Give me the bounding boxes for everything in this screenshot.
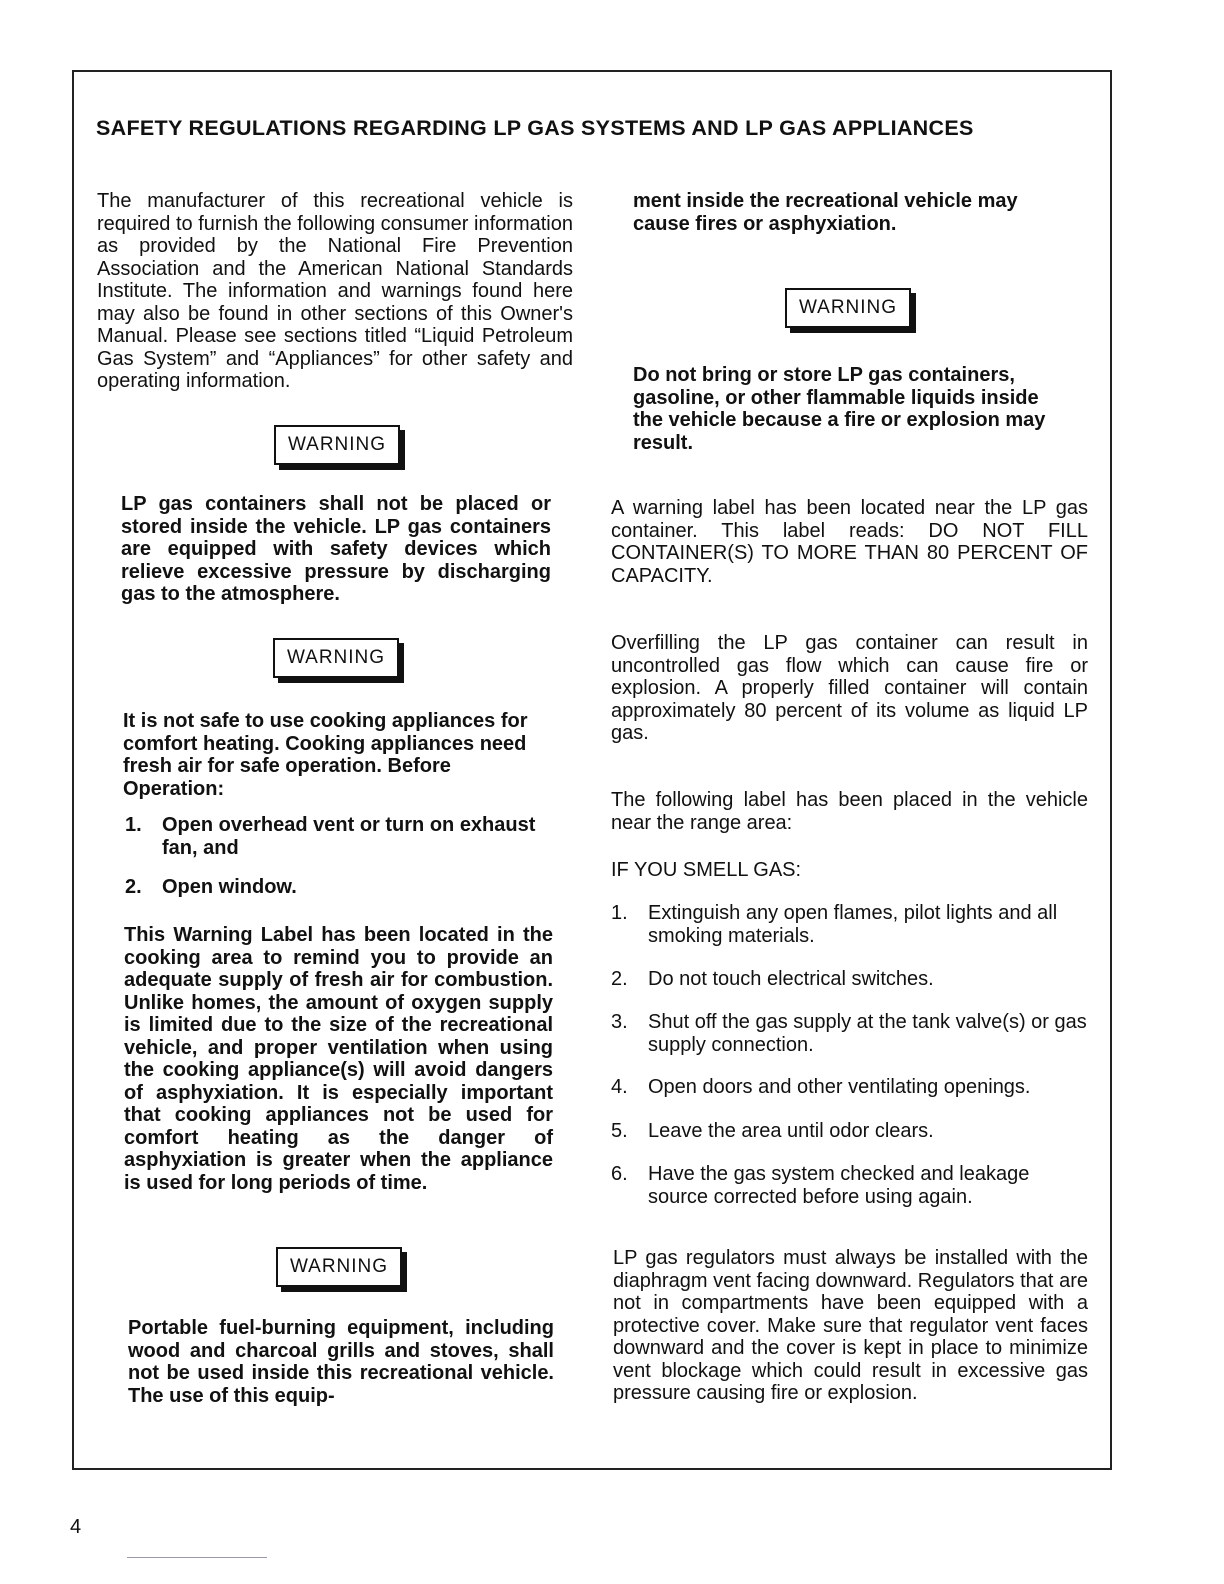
warning-label-explanation: This Warning Label has been located in the cooking area to remind you to provide an adequate supply of fresh air for combustion. Unlike homes, the amount of oxygen supply is limited due to the size of the recreational vehicle, and proper ventilation when using the cooking appliance(s) will avoid dangers of asphyxiation. It is especially important that cooking appliances not be used for comfort heating as the danger of asphyxiation is greater when the appliance is used for long periods of time.	[124, 924, 553, 1194]
smell-gas-heading: IF YOU SMELL GAS:	[611, 859, 802, 881]
smell-gas-step	[611, 1163, 1088, 1208]
smell-gas-step	[611, 1120, 1088, 1143]
warning-badge-3: WARNING	[276, 1247, 402, 1287]
step-number: 2.	[611, 968, 628, 990]
step-number: 1.	[125, 814, 142, 836]
step-number: 3.	[611, 1011, 628, 1033]
container-label-paragraph: A warning label has been located near the LP gas container. This label reads: DO NOT FILL CONTAINER(S) TO MORE THAN 80 PERCENT OF CAPACITY.	[611, 497, 1088, 587]
warning-badge-1: WARNING	[274, 425, 400, 465]
range-label-paragraph: The following label has been placed in the vehicle near the range area:	[611, 789, 1088, 834]
step-text: Open overhead vent or turn on exhaust fan, and	[162, 814, 536, 859]
step-number: 1.	[611, 902, 628, 924]
warning-text-flammables: Do not bring or store LP gas containers, gasoline, or other flammable liquids inside the vehicle because a fire or explosion may result.	[633, 364, 1046, 454]
warning-badge-4: WARNING	[785, 288, 911, 328]
step-number: 4.	[611, 1076, 628, 1098]
warning-text-containers: LP gas containers shall not be placed or stored inside the vehicle. LP gas containers are equipped with safety devices which relieve excessive pressure by discharging gas to the atmosphere.	[121, 493, 551, 605]
step-number: 5.	[611, 1120, 628, 1142]
step-number: 2.	[125, 876, 142, 898]
step-number: 6.	[611, 1163, 628, 1185]
regulators-paragraph: LP gas regulators must always be installed with the diaphragm vent facing downward. Regulators that are not in compartments have been equipped with a protective cover. Make sure that regulator vent faces downward and the cover is kept in place to minimize vent blockage which could result in excessive gas pressure causing fire or explosion.	[613, 1247, 1088, 1404]
warning-text-cooking: It is not safe to use cooking appliances for comfort heating. Cooking appliances need fresh air for safe operation. Before Operation:	[123, 710, 528, 800]
step-text: Leave the area until odor clears.	[648, 1120, 934, 1142]
step-text: Extinguish any open flames, pilot lights and all smoking materials.	[648, 902, 1058, 947]
smell-gas-step	[611, 1011, 1088, 1056]
warning-continuation: ment inside the recreational vehicle may cause fires or asphyxiation.	[633, 190, 1018, 235]
scan-artifact-line	[127, 1557, 267, 1558]
step-text: Open doors and other ventilating openings.	[648, 1076, 1031, 1098]
warning-text-portable-fuel: Portable fuel-burning equipment, including wood and charcoal grills and stoves, shall not be used inside this recreational vehicle. The use of this equip-	[128, 1317, 554, 1407]
page-title: SAFETY REGULATIONS REGARDING LP GAS SYSTEMS AND LP GAS APPLIANCES	[96, 116, 974, 140]
smell-gas-step	[611, 1076, 1088, 1099]
overfilling-paragraph: Overfilling the LP gas container can result in uncontrolled gas flow which can cause fire or explosion. A properly filled container will contain approximately 80 percent of its volume as liquid LP gas.	[611, 632, 1088, 744]
step-text: Open window.	[162, 876, 297, 898]
intro-paragraph: The manufacturer of this recreational vehicle is required to furnish the following consumer information as provided by the National Fire Prevention Association and the American National Standards Institute. The information and warnings found here may also be found in other sections of this Owner's Manual. Please see sections titled “Liquid Petroleum Gas System” and “Appliances” for other safety and operating information.	[97, 190, 573, 392]
cooking-step	[125, 814, 553, 859]
step-text: Have the gas system checked and leakage source corrected before using again.	[648, 1163, 1030, 1208]
step-text: Do not touch electrical switches.	[648, 968, 934, 990]
smell-gas-step	[611, 902, 1088, 947]
cooking-step	[125, 876, 553, 899]
warning-badge-2: WARNING	[273, 638, 399, 678]
smell-gas-step	[611, 968, 1088, 991]
page-number: 4	[70, 1516, 82, 1538]
step-text: Shut off the gas supply at the tank valve(s) or gas supply connection.	[648, 1011, 1087, 1056]
